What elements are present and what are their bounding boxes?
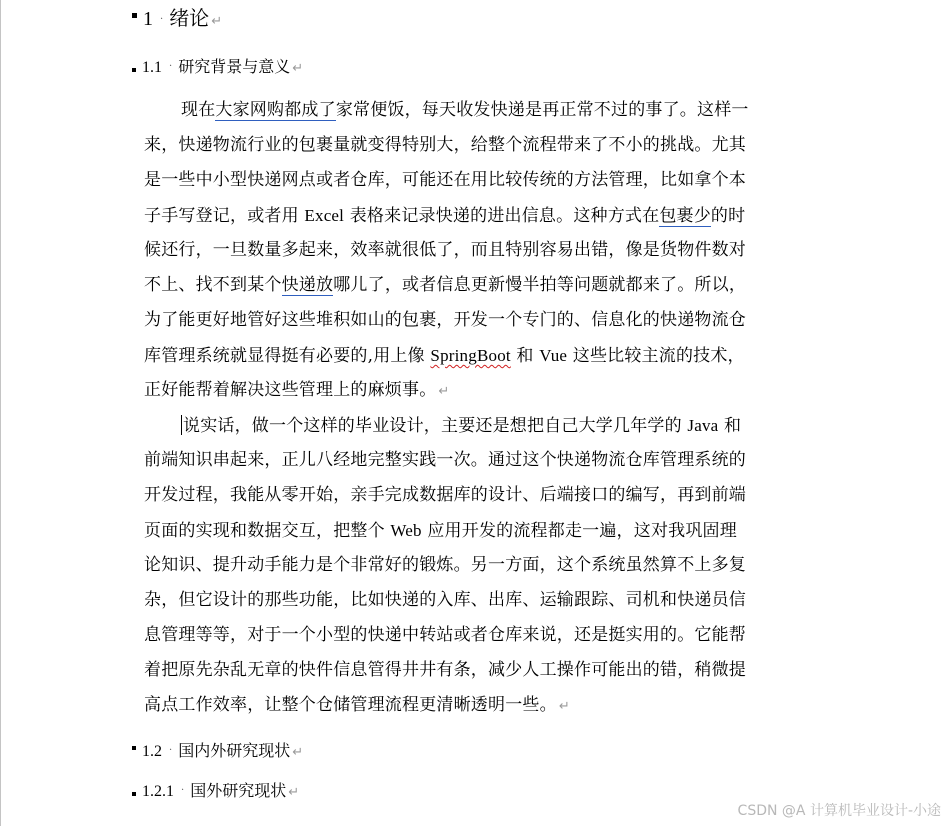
csdn-watermark: CSDN @A 计算机毕业设计-小途 bbox=[737, 803, 941, 819]
paragraph-motivation[interactable] bbox=[144, 408, 810, 723]
text-line: 杂，但它设计的那些功能，比如快递的入库、出库、运输跟踪、司机和快递员信 bbox=[144, 590, 746, 610]
heading-number: 1 bbox=[143, 8, 153, 30]
heading-title: 绪论 bbox=[169, 6, 210, 30]
paragraph-mark-icon: ↵ bbox=[292, 745, 304, 760]
text-line: 候还行，一旦数量多起来，效率就很低了，而且特别容易出错，像是货物件数对 bbox=[144, 240, 746, 260]
heading-title: 国内外研究现状 bbox=[178, 741, 291, 760]
text-line: 前端知识串起来，正儿八经地完整实践一次。通过这个快递物流仓库管理系统的 bbox=[144, 450, 746, 470]
heading-title: 国外研究现状 bbox=[190, 781, 287, 800]
heading-1-1[interactable] bbox=[132, 54, 303, 77]
paragraph-mark-icon: ↵ bbox=[288, 785, 300, 800]
text-line: 论知识、提升动手能力是个非常好的锻炼。另一方面，这个系统虽然算不上多复 bbox=[144, 555, 746, 575]
list-bullet-icon bbox=[132, 68, 136, 72]
list-bullet-icon bbox=[132, 13, 137, 18]
paragraph-mark-icon: ↵ bbox=[558, 699, 570, 714]
grammar-flag[interactable]: 大家网购都成了 bbox=[215, 100, 336, 120]
text-cursor bbox=[181, 415, 182, 435]
text-line: 来，快递物流行业的包裹量就变得特别大，给整个流程带来了不小的挑战。尤其 bbox=[144, 135, 746, 155]
heading-title: 研究背景与意义 bbox=[178, 57, 291, 76]
text-line: 正好能帮着解决这些管理上的麻烦事。 ↵ bbox=[144, 380, 450, 400]
text-line: 不上、找不到某个快递放哪儿了，或者信息更新慢半拍等问题就都来了。所以， bbox=[144, 275, 747, 295]
text-line: 页面的实现和数据交互，把整个 Web 应用开发的流程都走一遍，这对我巩固理 bbox=[144, 521, 737, 541]
text-line: 库管理系统就显得挺有必要的,用上像 SpringBoot 和 Vue 这些比较主流的技术， bbox=[144, 346, 745, 366]
space-mark: · bbox=[160, 14, 164, 25]
text-line: 开发过程，我能从零开始，亲手完成数据库的设计、后端接口的编写，再到前端 bbox=[144, 485, 746, 505]
heading-1-2-1[interactable] bbox=[132, 778, 299, 801]
text-line: 说实话，做一个这样的毕业设计，主要还是想把自己大学几年学的 Java 和 bbox=[183, 416, 742, 436]
heading-1[interactable] bbox=[132, 2, 222, 31]
heading-number: 1.1 bbox=[142, 59, 162, 76]
text-line: 是一些中小型快递网点或者仓库，可能还在用比较传统的方法管理，比如拿个本 bbox=[144, 170, 746, 190]
list-bullet-icon bbox=[132, 746, 136, 750]
text-line: 着把原先杂乱无章的快件信息管得井井有条，减少人工操作可能出的错，稍微提 bbox=[144, 660, 746, 680]
grammar-flag[interactable]: 快递放 bbox=[281, 275, 334, 295]
text-line: 息管理等等，对于一个小型的快递中转站或者仓库来说，还是挺实用的。它能帮 bbox=[144, 625, 746, 645]
space-mark: · bbox=[181, 785, 185, 796]
page-left-edge bbox=[0, 0, 1, 826]
space-mark: · bbox=[169, 745, 173, 756]
heading-1-2[interactable] bbox=[132, 738, 303, 761]
space-mark: · bbox=[169, 61, 173, 72]
text-line: 子手写登记，或者用 Excel 表格来记录快递的进出信息。这种方式在包裹少的时 bbox=[144, 206, 746, 226]
spelling-flag[interactable]: SpringBoot bbox=[430, 346, 511, 365]
paragraph-background[interactable] bbox=[144, 93, 810, 408]
text-line: 为了能更好地管好这些堆积如山的包裹，开发一个专门的、信息化的快递物流仓 bbox=[144, 310, 746, 330]
text-line: 现在大家网购都成了家常便饭，每天收发快递是再正常不过的事了。这样一 bbox=[181, 100, 749, 120]
paragraph-mark-icon: ↵ bbox=[438, 384, 450, 399]
grammar-flag[interactable]: 包裹少 bbox=[659, 206, 711, 226]
heading-number: 1.2.1 bbox=[142, 783, 174, 800]
paragraph-mark-icon: ↵ bbox=[292, 61, 304, 76]
text-line: 高点工作效率，让整个仓储管理流程更清晰透明一些。 ↵ bbox=[144, 695, 570, 715]
paragraph-mark-icon: ↵ bbox=[211, 14, 223, 29]
list-bullet-icon bbox=[132, 792, 136, 796]
heading-number: 1.2 bbox=[142, 743, 162, 760]
